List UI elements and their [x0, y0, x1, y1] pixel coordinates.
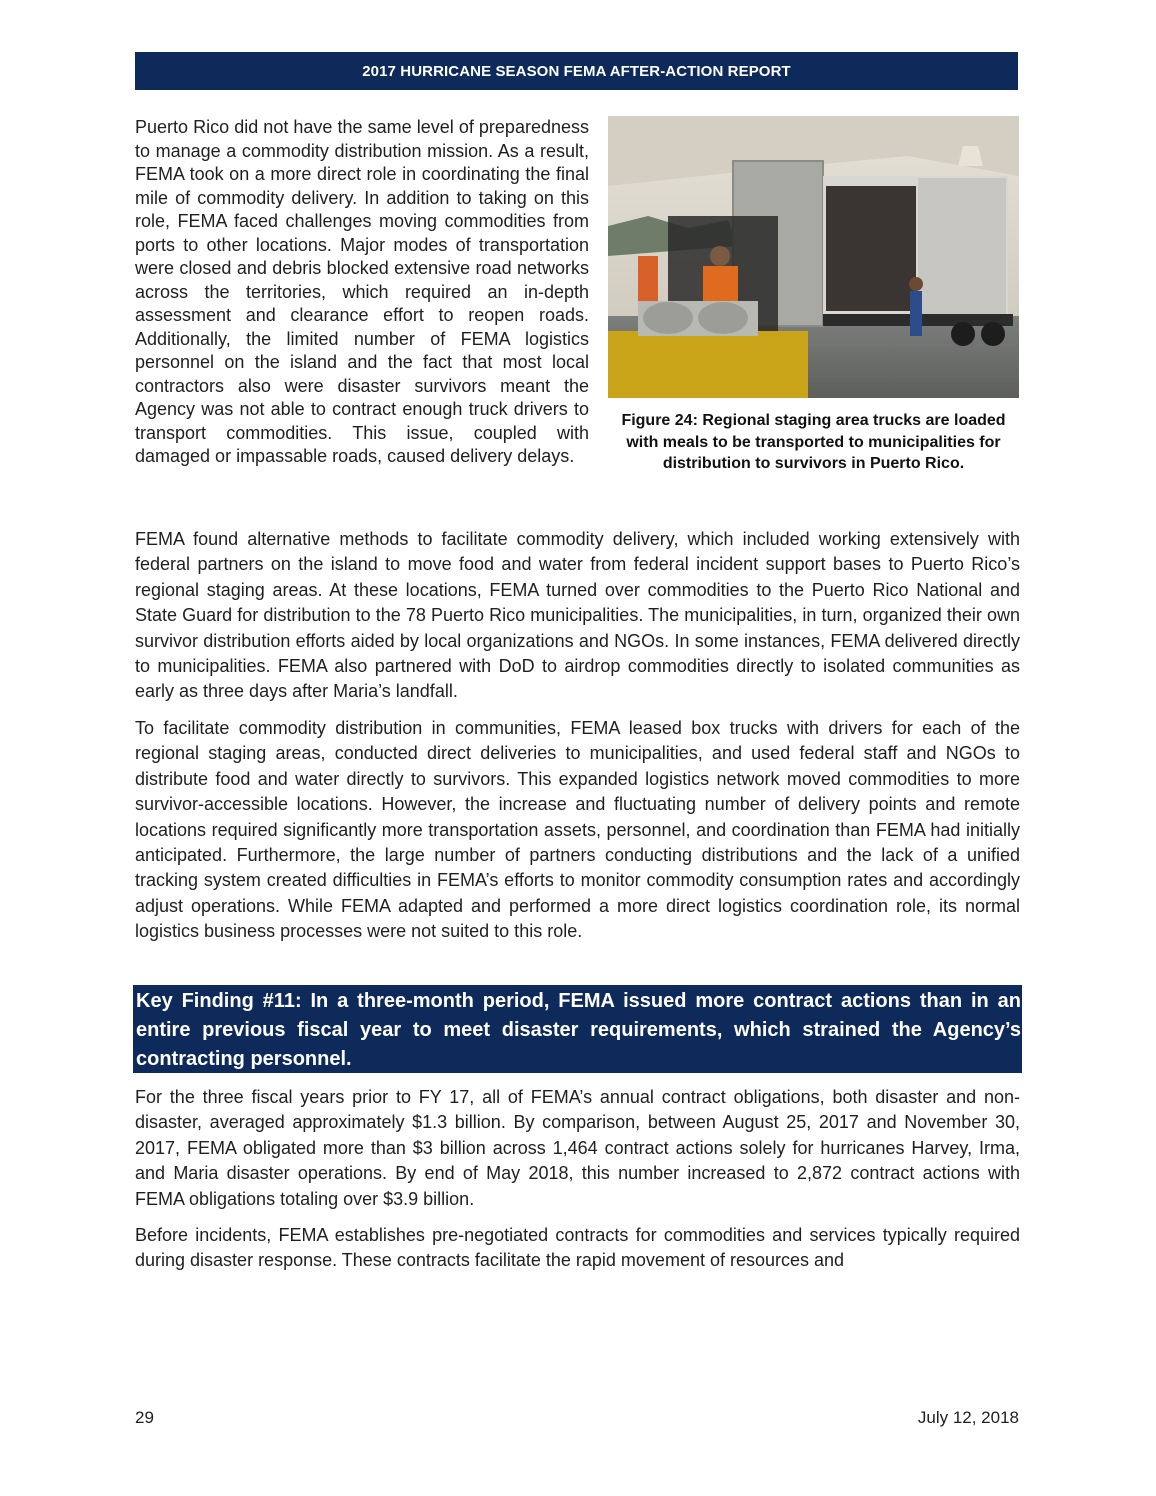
report-header-bar — [135, 52, 1018, 90]
intro-paragraph: Puerto Rico did not have the same level of preparedness to manage a commodity distribution mission. As a result, FEMA took on a more direct role in coordinating the final mile of commodity delivery. In addition to taking on this role, FEMA faced challenges moving commodities from ports to other locations. Major modes of transportation were closed and debris blocked extensive road networks across the territories, which required an in-depth assessment and clearance effort to reopen roads. Additionally, the limited number of FEMA logistics personnel on the island and the fact that most local contractors also were disaster survivors meant the Agency was not able to contract enough truck drivers to transport commodities. This issue, coupled with damaged or impassable roads, caused delivery delays. — [135, 117, 589, 466]
body-paragraph-2: To facilitate commodity distribution in communities, FEMA leased box trucks with drivers for each of the regional staging areas, conducted direct deliveries to municipalities, and used federal staff and NGOs to distribute food and water directly to survivors. This expanded logistics network moved commodities to more survivor-accessible locations. However, the increase and fluctuating number of delivery points and remote locations required significantly more transportation assets, personnel, and coordination than FEMA had initially anticipated. Furthermore, the large number of partners conducting distributions and the lack of a unified tracking system created difficulties in FEMA’s efforts to monitor commodity consumption rates and accordingly adjust operations. While FEMA adapted and performed a more direct logistics coordination role, its normal logistics business processes were not suited to this role. — [135, 718, 1020, 942]
staging-area-photo — [608, 116, 1019, 398]
key-finding-text: Key Finding #11: In a three-month period, FEMA issued more contract actions than in an entire previous fiscal year to meet disaster requirements, which strained the Agency’s contracting personnel. — [136, 990, 1021, 1070]
report-date: July 12, 2018 — [917, 1408, 1019, 1427]
report-title: 2017 HURRICANE SEASON FEMA AFTER-ACTION REPORT — [362, 62, 791, 80]
page-number: 29 — [135, 1408, 154, 1427]
figure-photo — [608, 116, 1019, 398]
body-paragraph-3: For the three fiscal years prior to FY 17, all of FEMA’s annual contract obligations, both disaster and non-disaster, averaged approximately $1.3 billion. By comparison, between August 25, 2017 and November 30, 2017, FEMA obligated more than $3 billion across 1,464 contract actions solely for hurricanes Harvey, Irma, and Maria disaster operations. By end of May 2018, this number increased to 2,872 contract actions with FEMA obligations totaling over $3.9 billion. — [135, 1087, 1020, 1209]
key-finding-box — [133, 985, 1022, 1073]
body-paragraph-1: FEMA found alternative methods to facilitate commodity delivery, which included working extensively with federal partners on the island to move food and water from federal incident support bases to Puerto Rico’s regional staging areas. At these locations, FEMA turned over commodities to the Puerto Rico National and State Guard for distribution to the 78 Puerto Rico municipalities. The municipalities, in turn, organized their own survivor distribution efforts aided by local organizations and NGOs. In some instances, FEMA delivered directly to municipalities. FEMA also partnered with DoD to airdrop commodities directly to isolated communities as early as three days after Maria’s landfall. — [135, 529, 1020, 702]
figure-caption: Figure 24: Regional staging area trucks are loaded with meals to be transported to municipalities for distribution to survivors in Puerto Rico. — [621, 412, 1006, 472]
body-paragraph-4: Before incidents, FEMA establishes pre-negotiated contracts for commodities and services typically required during disaster response. These contracts facilitate the rapid movement of resources and — [135, 1225, 1020, 1271]
